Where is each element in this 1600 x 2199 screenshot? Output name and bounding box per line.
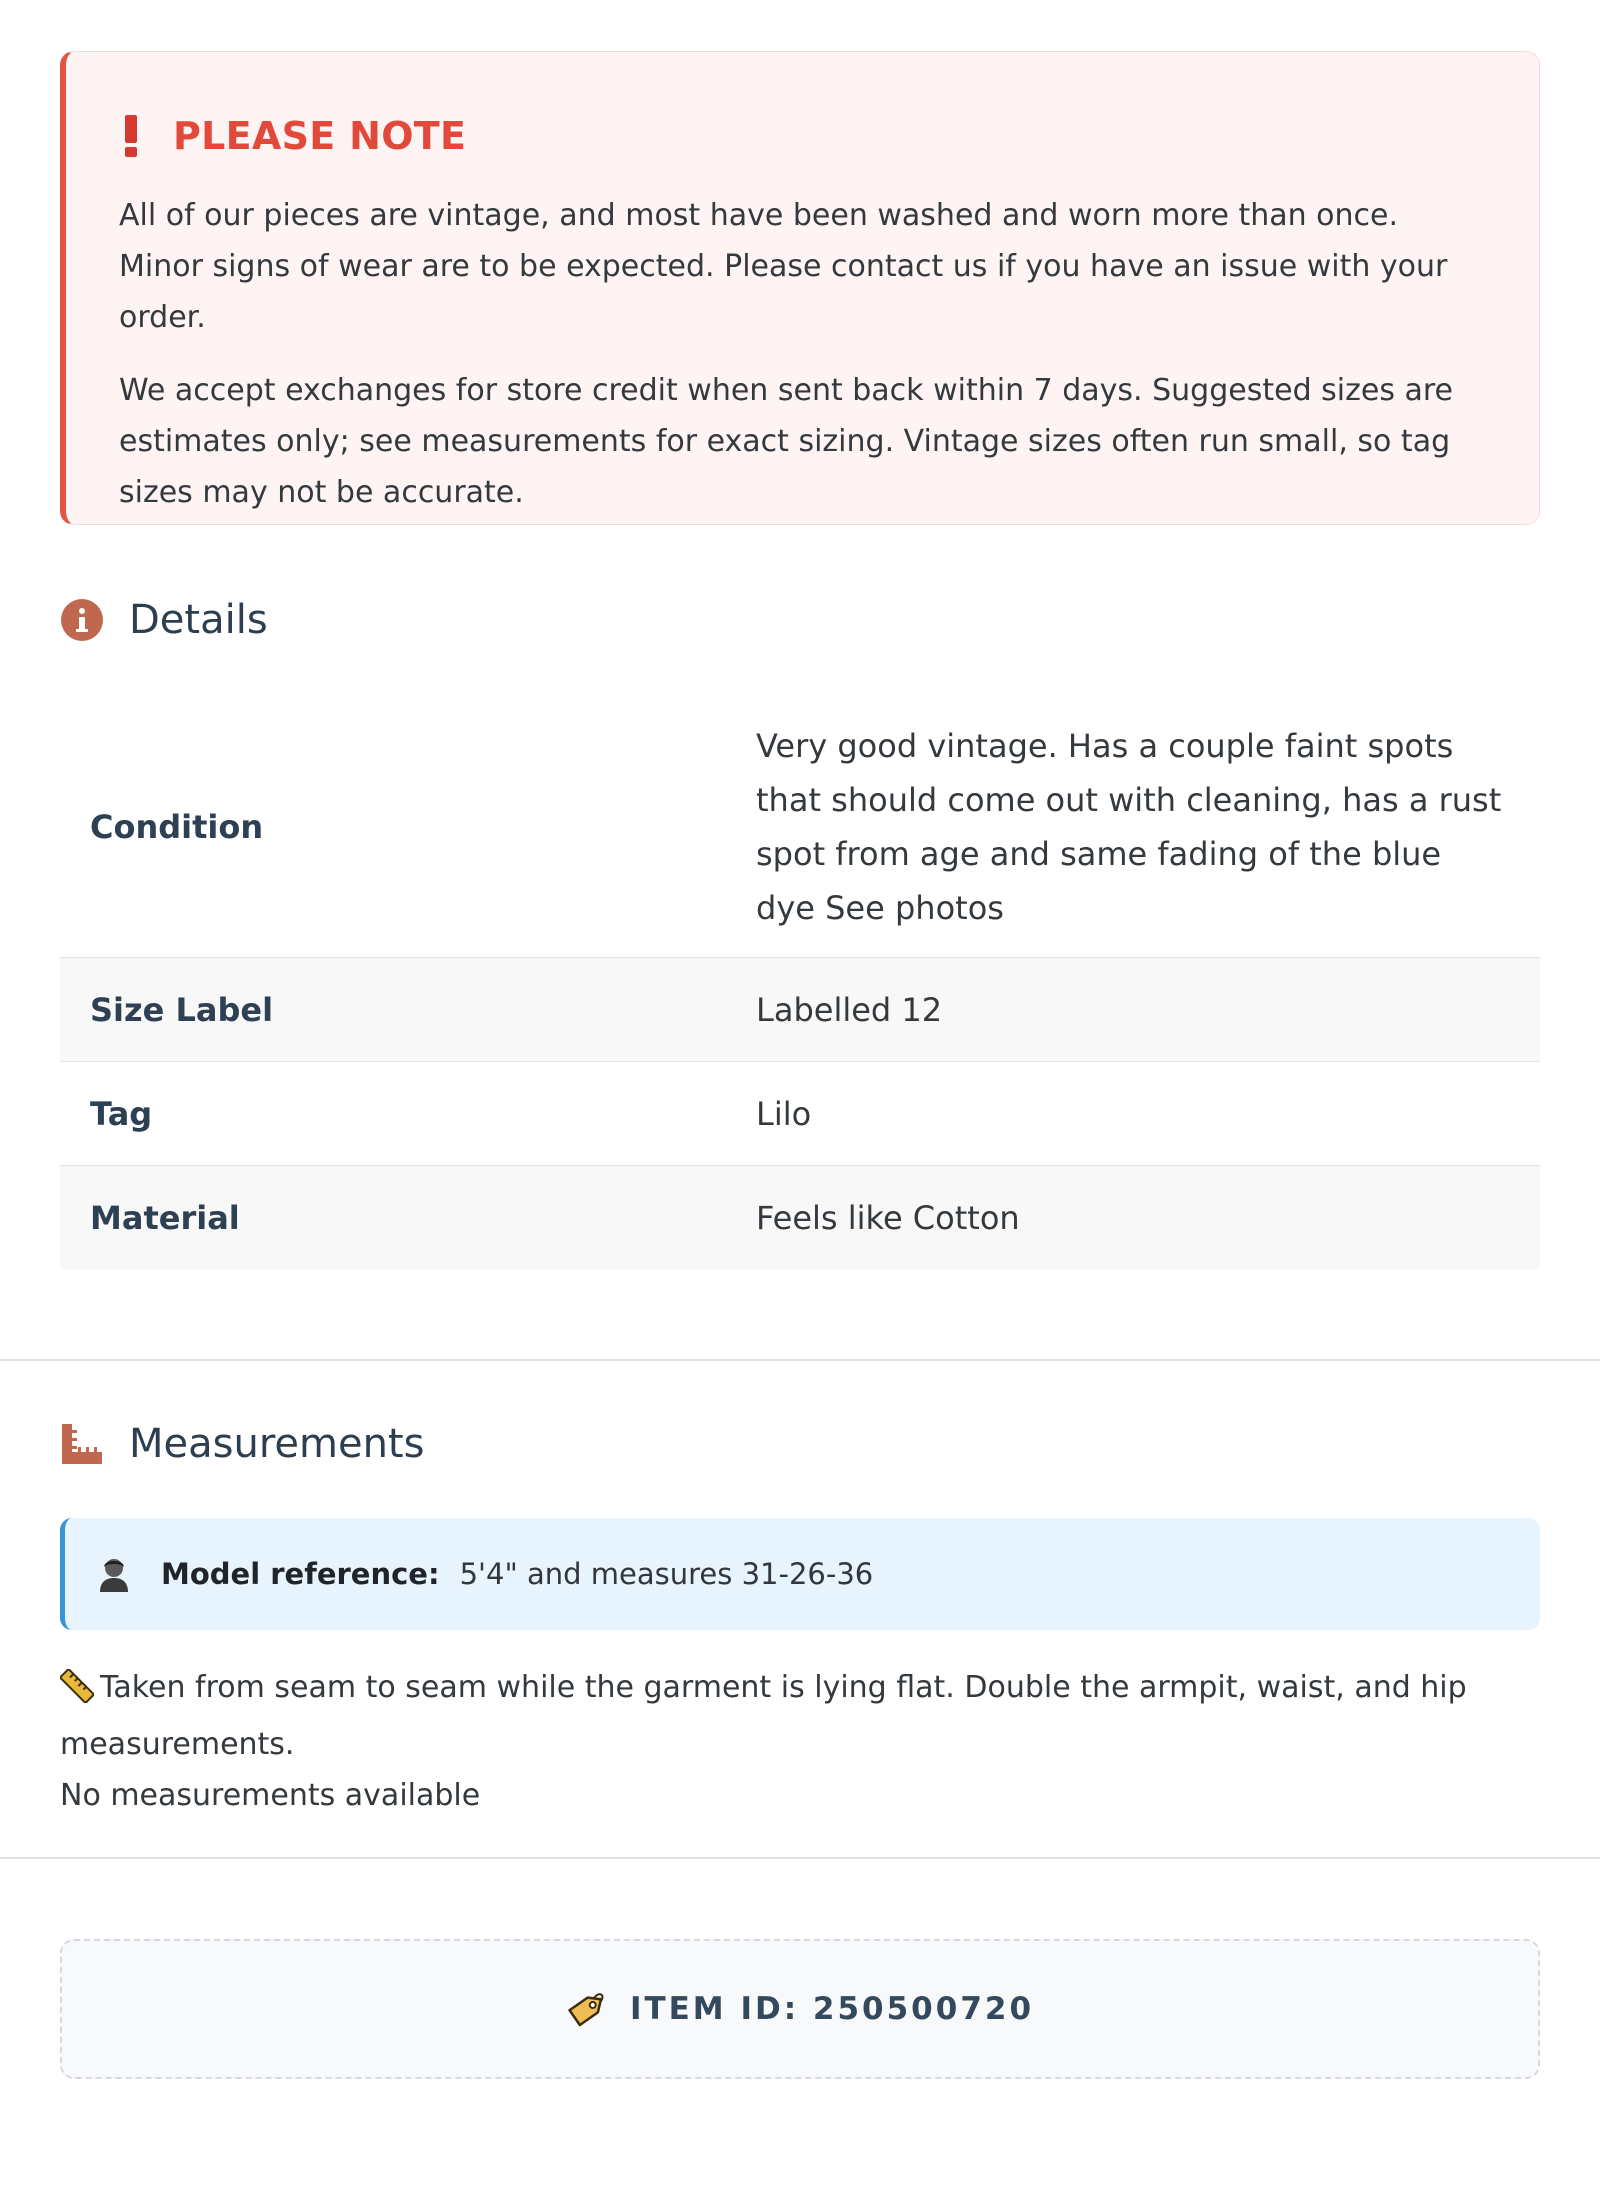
- notice-box: [60, 51, 1540, 525]
- notice-paragraph: All of our pieces are vintage, and most have been washed and worn more than once. Minor signs of wear are to be expected. Please contact us if you have an issue with your order.: [119, 198, 1448, 335]
- details-heading: Details: [129, 597, 268, 643]
- section-divider: [0, 1359, 1600, 1361]
- table-row: [60, 1166, 1540, 1270]
- detail-value: Lilo: [756, 1094, 812, 1133]
- detail-label: Size Label: [90, 990, 274, 1029]
- measurements-note-text: Taken from seam to seam while the garment is lying flat. Double the armpit, waist, and hip measurements.: [60, 1670, 1467, 1762]
- detail-value: Very good vintage. Has a couple faint spots that should come out with cleaning, has a rust spot from age and same fading of the blue dye See photos: [756, 727, 1502, 927]
- notice-title: PLEASE NOTE: [173, 114, 467, 158]
- person-icon: [97, 1556, 131, 1592]
- detail-value: Feels like Cotton: [756, 1198, 1020, 1237]
- details-table: [60, 697, 1540, 1269]
- measurements-header: [60, 1421, 1540, 1467]
- model-reference-value: 5'4" and measures 31-26-36: [459, 1557, 874, 1591]
- notice-paragraph: We accept exchanges for store credit when sent back within 7 days. Suggested sizes are estimates only; see measurements for exact sizing. Vintage sizes often run small, so tag sizes may not be accurate.: [119, 373, 1454, 510]
- details-header: [60, 597, 1540, 643]
- ruler-icon: [60, 1422, 104, 1466]
- tag-icon: [566, 1988, 608, 2030]
- item-id: ITEM ID: 250500720: [629, 1991, 1035, 2027]
- detail-label: Condition: [90, 808, 264, 846]
- table-row: [60, 958, 1540, 1062]
- detail-label: Tag: [90, 1094, 153, 1133]
- info-icon: [60, 598, 104, 642]
- detail-label: Material: [90, 1198, 240, 1237]
- table-row: [60, 697, 1540, 958]
- measurements-note: [60, 1662, 1540, 1821]
- section-divider: [0, 1857, 1600, 1859]
- model-reference-label: Model reference:: [161, 1557, 440, 1591]
- detail-value: Labelled 12: [756, 990, 943, 1029]
- ruler-icon: [60, 1668, 94, 1719]
- measurements-heading: Measurements: [129, 1421, 425, 1467]
- exclamation-icon: [119, 115, 143, 157]
- item-id-box: [60, 1939, 1540, 2079]
- notice-header: [119, 114, 1489, 158]
- model-reference: [60, 1518, 1540, 1630]
- table-row: [60, 1062, 1540, 1166]
- no-measurements-text: No measurements available: [60, 1778, 481, 1813]
